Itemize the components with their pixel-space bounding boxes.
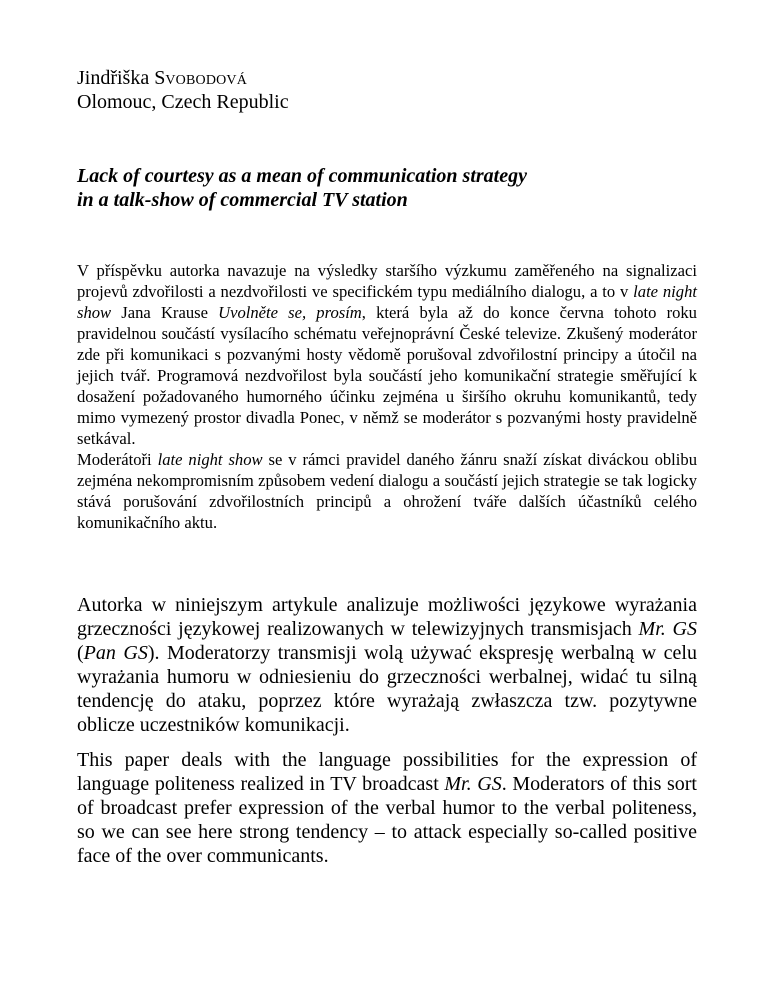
author-surname-initial: S <box>154 67 166 89</box>
author-affiliation: Olomouc, Czech Republic <box>77 91 289 113</box>
abstract-polish-paragraph <box>77 593 697 737</box>
italic-run: Mr. GS <box>638 618 697 640</box>
abstract-czech-paragraph-2 <box>77 449 697 533</box>
abstract-czech <box>77 260 697 533</box>
author-surname-rest: VOBODOVÁ <box>165 73 248 88</box>
abstract-czech-paragraph-1 <box>77 260 697 449</box>
title-line-2: in a talk-show of commercial TV station <box>77 189 408 211</box>
text-run: se v rámci pravidel daného žánru snaží získat diváckou oblibu zejména nekompromisním způsobem vedení dialogu a součástí jejich strategie se tak logicky stává porušování zdvořilostních principů a ohrožení tváře dalších účastníků celého komunikačního aktu. <box>77 450 697 532</box>
text-run: ( <box>77 642 84 664</box>
abstract-english-paragraph <box>77 748 697 868</box>
italic-run: late night show <box>157 450 263 469</box>
text-run: V příspěvku autorka navazuje na výsledky staršího výzkumu zaměřeného na signalizaci projevů zdvořilosti a nezdvořilosti ve specifickém typu mediálního dialogu, a to v <box>77 261 697 301</box>
italic-run: Uvolněte se, prosím <box>218 303 362 322</box>
text-run: Jana Krause <box>111 303 219 322</box>
italic-run: Mr. GS <box>444 773 502 795</box>
abstract-polish <box>77 593 697 737</box>
paper-title <box>77 164 697 212</box>
text-run: . Moderators of this sort of broadcast prefer expression of the verbal humor to the verbal politeness, so we can see here strong tendency – to attack especially so-called positive face of the over communicants. <box>77 773 697 867</box>
text-run: Autorka w niniejszym artykule analizuje możliwości językowe wyrażania grzeczności językowej realizowanych w telewizyjnych transmisjach <box>77 594 697 640</box>
text-run: This paper deals with the language possibilities for the expression of language politeness realized in TV broadcast <box>77 749 697 795</box>
italic-run: late night show <box>77 282 697 322</box>
text-run: Moderátoři <box>77 450 158 469</box>
author-name <box>77 66 247 93</box>
abstract-english <box>77 748 697 868</box>
text-run: , která byla až do konce června tohoto roku pravidelnou součástí vysílacího schématu veřejnoprávní České televize. Zkušený moderátor zde při komunikaci s pozvanými hosty vědomě porušoval zdvořilostní principy a útočil na jejich tvář. Programová nezdvořilost byla součástí jeho komunikační strategie směřující k dosažení požadovaného humorného účinku zejména u širšího okruhu komunikantů, tedy mimo vymezený prostor divadla Ponec, v němž se moderátor s pozvanými hosty pravidelně setkával. <box>77 303 697 448</box>
author-first-name: Jindřiška <box>77 67 155 89</box>
italic-run: Pan GS <box>83 642 148 664</box>
title-line-1: Lack of courtesy as a mean of communication strategy <box>77 165 527 187</box>
text-run: ). Moderatorzy transmisji wolą używać ekspresję werbalną w celu wyrażania humoru w odniesieniu do grzeczności werbalnej, widać tu silną tendencję do ataku, poprzez które wyrażają zwłaszcza tzw. pozytywne oblicze uczestników komunikacji. <box>77 642 697 736</box>
